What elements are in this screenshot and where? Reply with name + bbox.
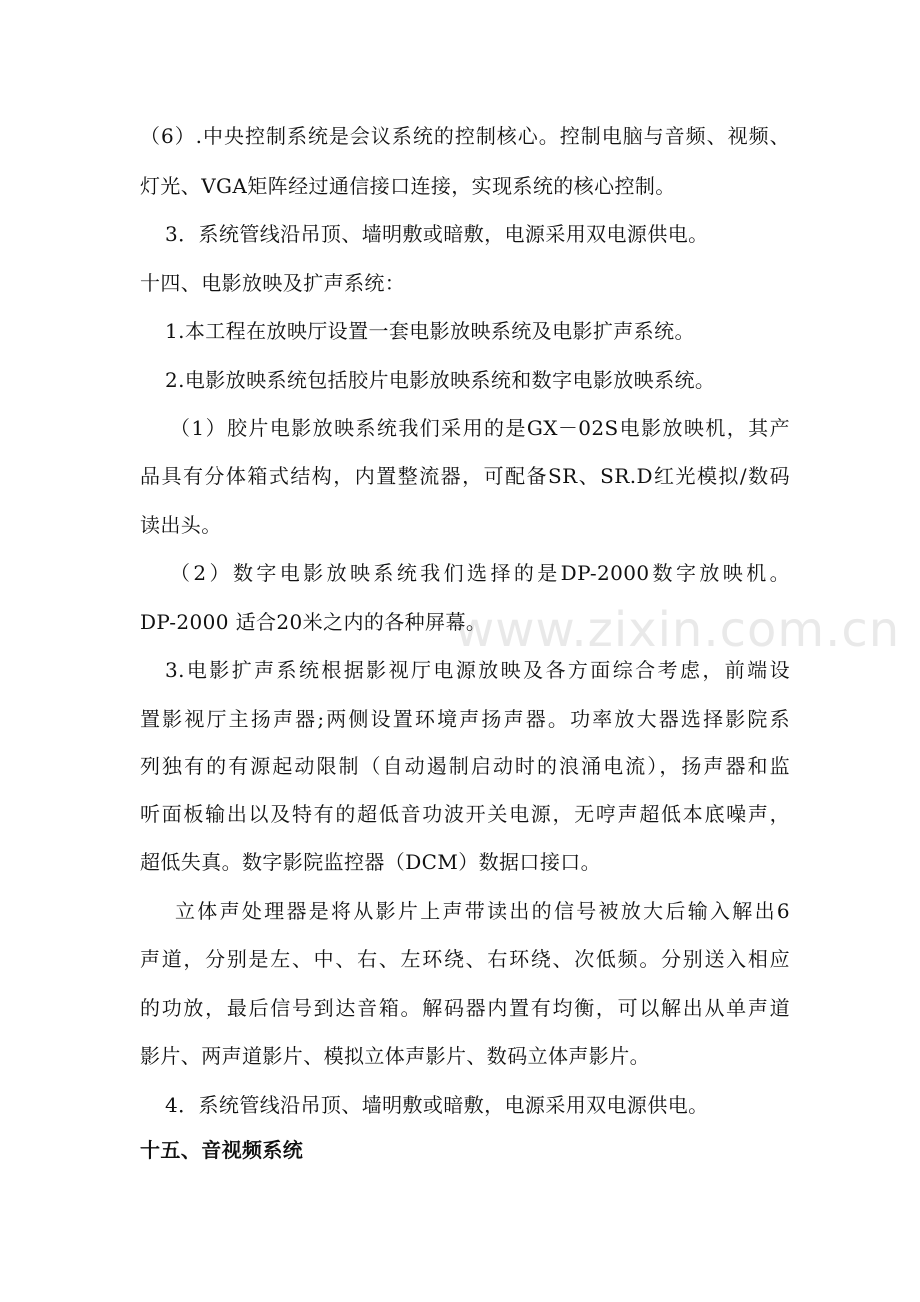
paragraph-line: 立体声处理器是将从影片上声带读出的信号被放大后输入解出6 [175,899,790,923]
paragraph-line: 品具有分体箱式结构，内置整流器，可配备SR、SR.D红光模拟/数码 [140,464,790,488]
paragraph-line: （6）.中央控制系统是会议系统的控制核心。控制电脑与音频、视频、 [140,124,790,148]
paragraph-line: 声道，分别是左、中、右、左环绕、右环绕、次低频。分别送入相应 [140,947,790,971]
paragraph-line: 4．系统管线沿吊顶、墙明敷或暗敷，电源采用双电源供电。 [165,1093,709,1117]
paragraph-line: 1.本工程在放映厅设置一套电影放映系统及电影扩声系统。 [165,319,695,343]
paragraph-line: DP-2000 适合20米之内的各种屏幕。 [140,610,487,634]
paragraph-line: 3．系统管线沿吊顶、墙明敷或暗敷，电源采用双电源供电。 [165,222,709,246]
paragraph-line: 超低失真。数字影院监控器（DCM）数据口接口。 [140,850,602,874]
paragraph-line: 听面板输出以及特有的超低音功波开关电源，无哼声超低本底噪声， [140,802,790,826]
paragraph-line: 读出头。 [140,513,222,537]
paragraph-line: （1）胶片电影放映系统我们采用的是GX－02S电影放映机，其产 [170,416,790,440]
paragraph-line: 置影视厅主扬声器;两侧设置环境声扬声器。功率放大器选择影院系 [140,707,790,731]
paragraph-line: 的功放，最后信号到达音箱。解码器内置有均衡，可以解出从单声道 [140,996,790,1020]
section-heading: 十四、电影放映及扩声系统： [140,271,406,295]
section-heading: 十五、音视频系统 [140,1138,304,1162]
paragraph-line: 列独有的有源起动限制（自动遏制启动时的浪涌电流），扬声器和监 [140,754,790,778]
watermark: www.zixin.com.cn [455,602,901,658]
paragraph-line: 2.电影放映系统包括胶片电影放映系统和数字电影放映系统。 [165,368,716,392]
paragraph-line: （2）数字电影放映系统我们选择的是DP-2000数字放映机。 [170,561,790,585]
paragraph-line: 影片、两声道影片、模拟立体声影片、数码立体声影片。 [140,1044,650,1068]
paragraph-line: 灯光、VGA矩阵经过通信接口连接，实现系统的核心控制。 [140,174,676,198]
paragraph-line: 3.电影扩声系统根据影视厅电源放映及各方面综合考虑，前端设 [165,658,790,682]
